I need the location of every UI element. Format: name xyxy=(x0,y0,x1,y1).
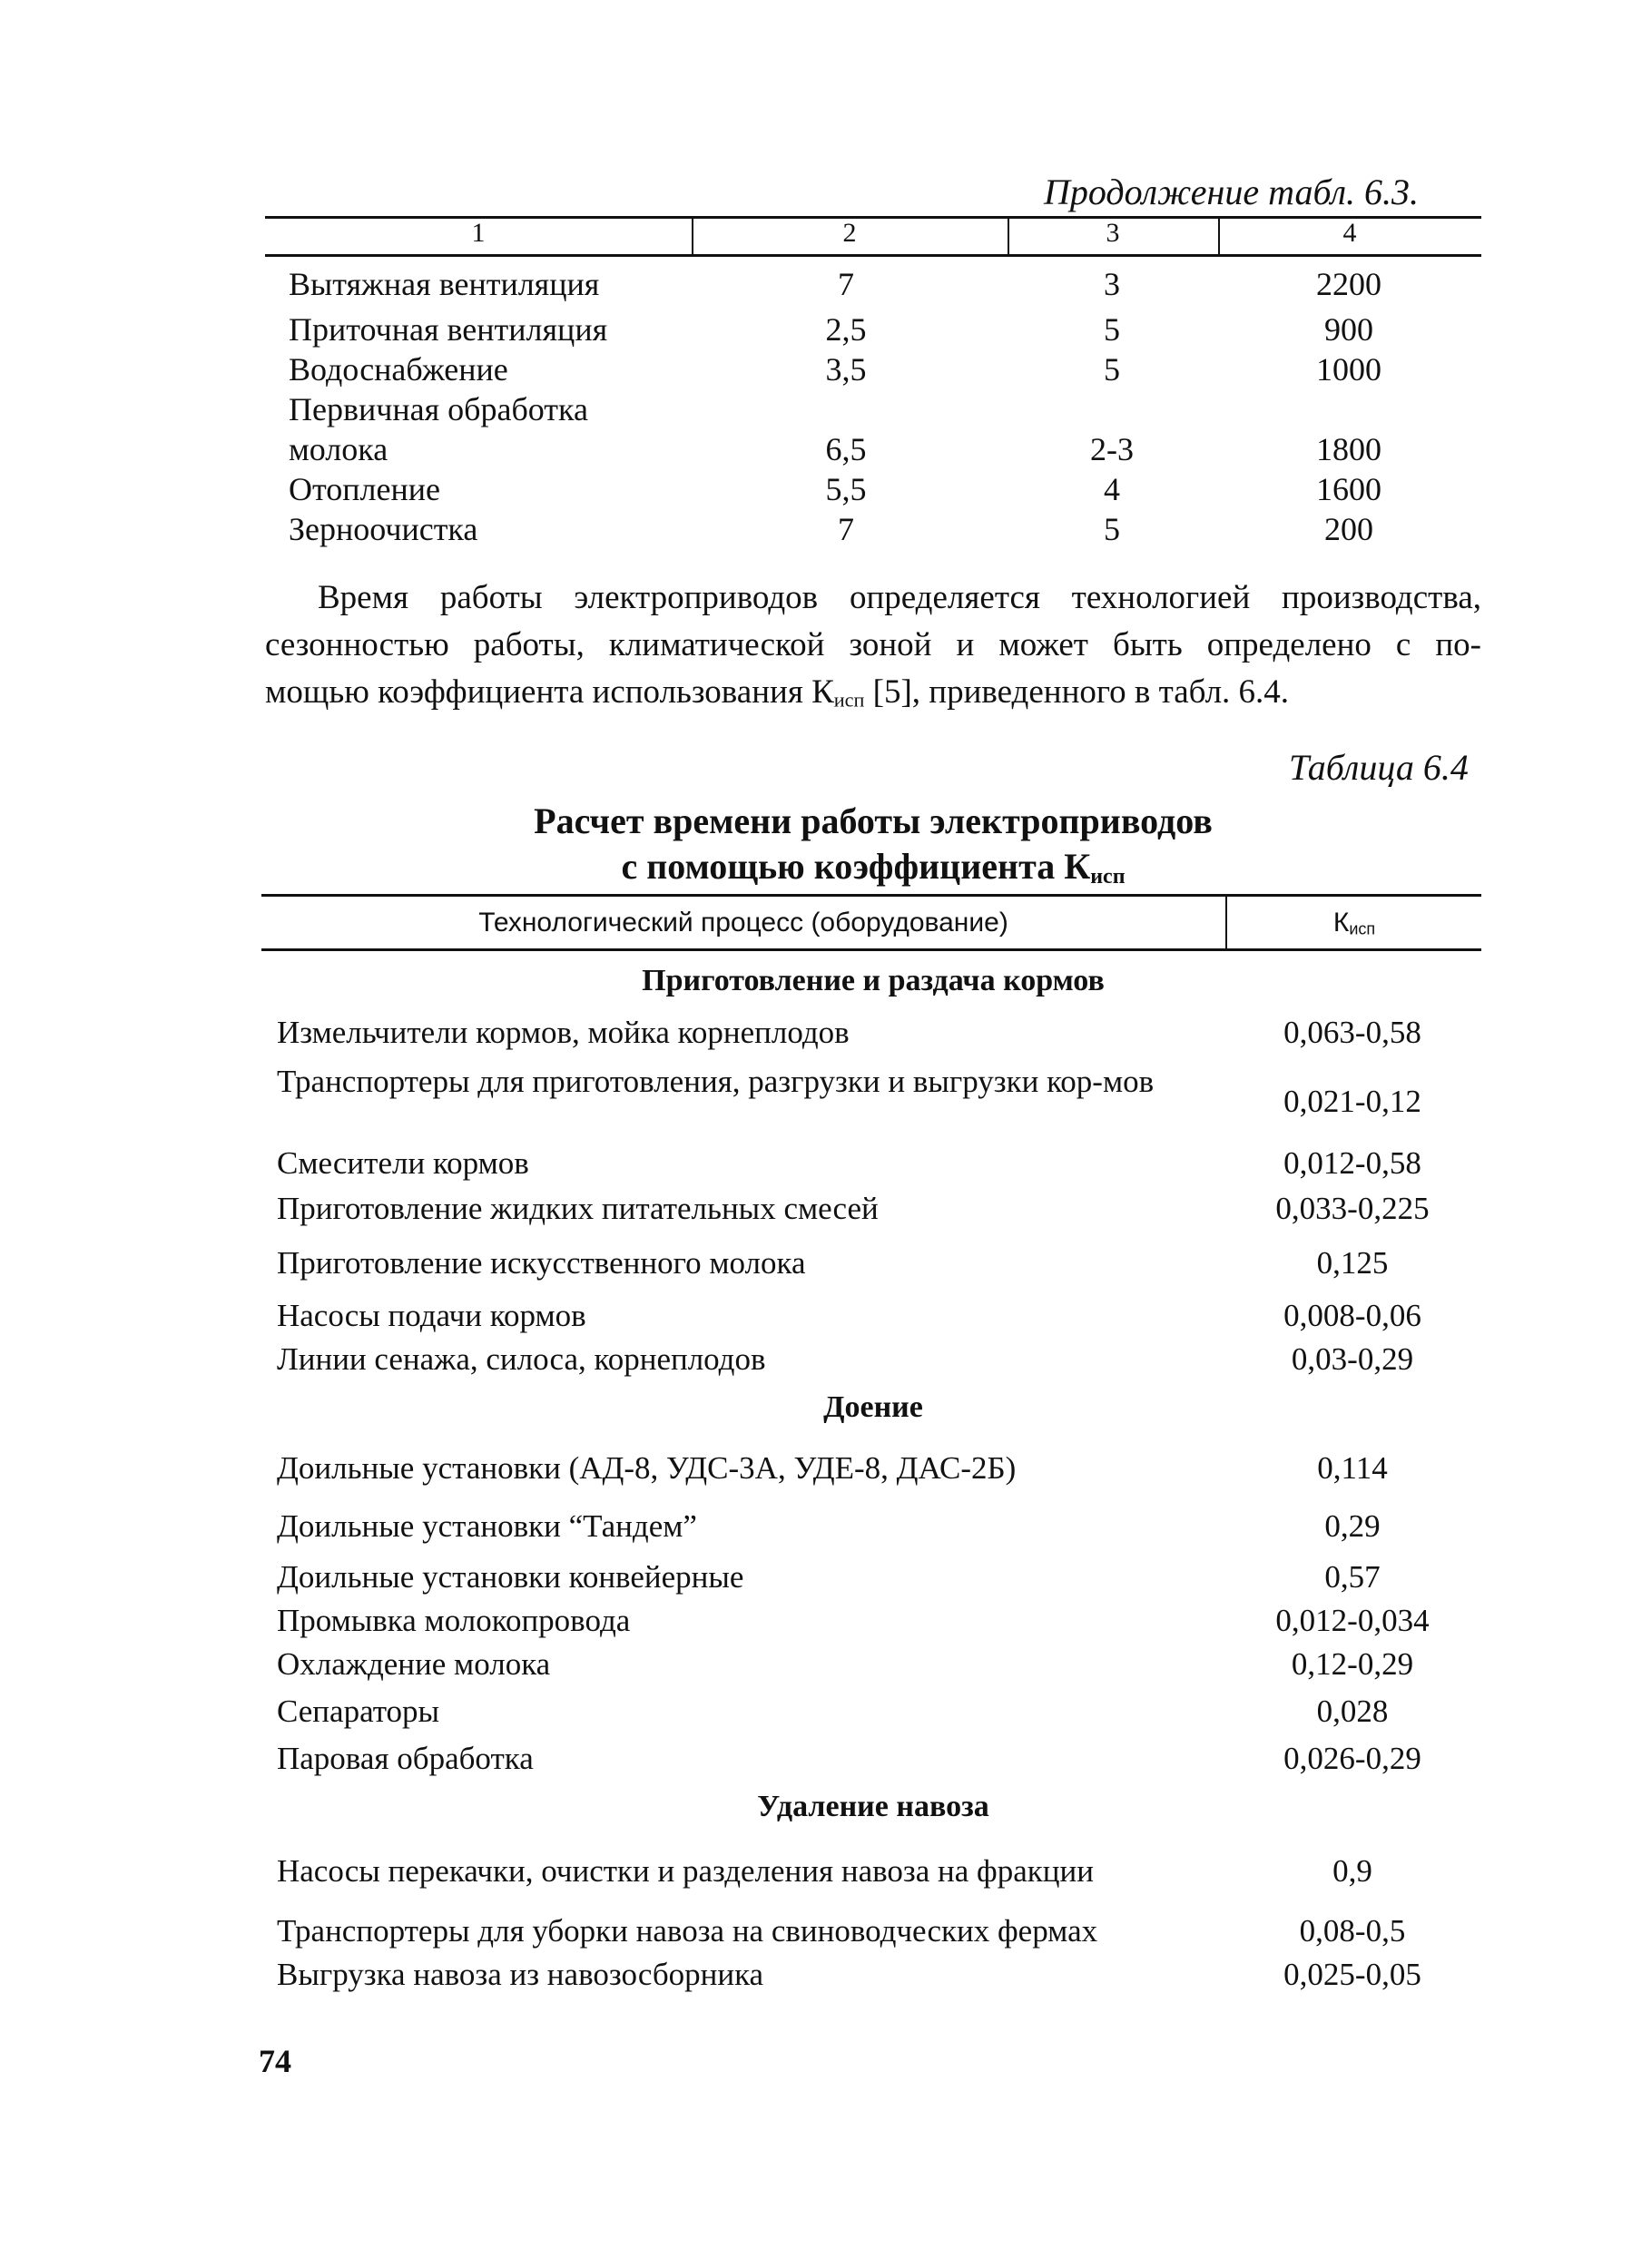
process-name: Приготовление жидких питательных смесей xyxy=(277,1191,879,1226)
k-value: 0,125 xyxy=(1316,1245,1389,1281)
table-6-3-caption: Продолжение табл. 6.3. xyxy=(1044,172,1420,212)
k-value: 0,9 xyxy=(1332,1853,1372,1889)
table-cell: Отопление xyxy=(289,471,440,507)
process-name: Приготовление искусственного молока xyxy=(277,1245,806,1281)
k-value: 0,021-0,12 xyxy=(1283,1084,1421,1119)
process-name: Выгрузка навоза из навозосборника xyxy=(277,1957,764,1992)
table-6-3-header-cell: 2 xyxy=(842,218,857,248)
table-6-3-header-cell: 3 xyxy=(1106,218,1120,248)
table-6-4-header-rule xyxy=(261,948,1481,951)
process-name: Доильные установки (АД-8, УДС-3А, УДЕ-8, ДАС-2Б) xyxy=(277,1450,1017,1486)
subscript: исп xyxy=(1090,864,1126,889)
table-6-4-header-process: Технологический процесс (оборудование) xyxy=(478,908,1008,938)
process-name: Измельчители кормов, мойка корнеплодов xyxy=(277,1015,850,1050)
table-6-3-header-cell: 1 xyxy=(471,218,486,248)
table-cell: 2,5 xyxy=(825,311,867,348)
table-cell: 2200 xyxy=(1316,266,1381,302)
table-cell: Вытяжная вентиляция xyxy=(289,266,600,302)
paragraph-line: Время работы электроприводов определяется технологией производства, xyxy=(318,579,1481,616)
k-value: 0,026-0,29 xyxy=(1283,1741,1421,1776)
process-name: Линии сенажа, силоса, корнеплодов xyxy=(277,1341,766,1377)
table-cell: 5 xyxy=(1104,311,1120,348)
table-cell: Первичная обработка xyxy=(289,391,588,427)
section-title: Приготовление и раздача кормов xyxy=(642,964,1105,997)
k-value: 0,063-0,58 xyxy=(1283,1015,1421,1050)
process-name: Сепараторы xyxy=(277,1694,440,1729)
table-row xyxy=(0,265,1632,305)
k-value: 0,012-0,58 xyxy=(1283,1145,1421,1181)
k-value: 0,025-0,05 xyxy=(1283,1957,1421,1992)
title-text: с помощью коэффициента К xyxy=(621,846,1091,887)
subscript: исп xyxy=(833,688,865,712)
table-cell: 1600 xyxy=(1316,471,1381,507)
process-name: Транспортеры для уборки навоза на свиноводческих фермах xyxy=(277,1913,1098,1949)
table-6-4-header-k xyxy=(1227,908,1481,939)
process-name: Доильные установки “Тандем” xyxy=(277,1508,697,1544)
paragraph-text: [5], приведенного в табл. 6.4. xyxy=(864,673,1290,711)
table-cell: 1800 xyxy=(1316,431,1381,467)
k-value: 0,29 xyxy=(1324,1508,1381,1544)
table-row xyxy=(0,510,1632,550)
table-6-4-title xyxy=(265,799,1481,899)
table-cell: 900 xyxy=(1324,311,1373,348)
k-value: 0,114 xyxy=(1317,1450,1388,1486)
table-cell: 6,5 xyxy=(825,431,867,467)
k-value: 0,012-0,034 xyxy=(1275,1603,1430,1638)
table-cell: Зерноочистка xyxy=(289,511,478,547)
page-number: 74 xyxy=(259,2043,291,2079)
k-value: 0,12-0,29 xyxy=(1291,1646,1414,1682)
table-cell: 5 xyxy=(1104,351,1120,388)
table-cell: Водоснабжение xyxy=(289,351,508,388)
k-value: 0,033-0,225 xyxy=(1275,1191,1430,1226)
process-name: Паровая обработка xyxy=(277,1741,534,1776)
table-6-3-header-rule xyxy=(265,254,1481,257)
table-6-4-label: Таблица 6.4 xyxy=(1289,747,1469,788)
k-value: 0,03-0,29 xyxy=(1291,1341,1414,1377)
table-cell: 200 xyxy=(1324,511,1373,547)
table-cell: Приточная вентиляция xyxy=(289,311,608,348)
process-name: Смесители кормов xyxy=(277,1145,529,1181)
section-title: Доение xyxy=(823,1390,923,1424)
table-cell: 1000 xyxy=(1316,351,1381,388)
section-title: Удаление навоза xyxy=(757,1790,989,1823)
title-line: Расчет времени работы электроприводов xyxy=(534,800,1213,841)
k-value: 0,008-0,06 xyxy=(1283,1298,1421,1333)
table-row xyxy=(0,430,1632,470)
table-cell: 4 xyxy=(1104,471,1120,507)
table-cell: 3,5 xyxy=(825,351,867,388)
k-value: 0,57 xyxy=(1324,1559,1381,1595)
table-6-3-header-cell: 4 xyxy=(1342,218,1357,248)
k-value: 0,028 xyxy=(1316,1694,1389,1729)
process-name: Промывка молокопровода xyxy=(277,1603,631,1638)
process-name: Насосы подачи кормов xyxy=(277,1298,586,1333)
process-name: Транспортеры для приготовления, разгрузки и выгрузки кор-мов xyxy=(277,1064,1155,1099)
paragraph-text: мощью коэффициента использования К xyxy=(265,673,834,711)
paragraph-line xyxy=(265,669,1481,723)
table-cell: 2-3 xyxy=(1090,431,1134,467)
table-cell: 5 xyxy=(1104,511,1120,547)
table-cell: 7 xyxy=(838,511,854,547)
table-row xyxy=(0,470,1632,510)
table-row xyxy=(0,350,1632,390)
table-cell: 5,5 xyxy=(825,471,867,507)
table-cell: 3 xyxy=(1104,266,1120,302)
table-6-4-top-rule xyxy=(261,894,1481,897)
table-cell: молока xyxy=(289,431,388,467)
table-row xyxy=(0,390,1632,430)
process-name: Охлаждение молока xyxy=(277,1646,551,1682)
process-name: Доильные установки конвейерные xyxy=(277,1559,744,1595)
table-row xyxy=(0,310,1632,350)
table-cell: 7 xyxy=(838,266,854,302)
process-name: Насосы перекачки, очистки и разделения навоза на фракции xyxy=(277,1853,1094,1889)
body-paragraph xyxy=(265,574,1481,723)
subscript: исп xyxy=(1349,919,1376,938)
header-k-text: К xyxy=(1332,908,1350,938)
paragraph-line: сезонностью работы, климатической зоной и может быть определено с по- xyxy=(265,626,1481,663)
title-line xyxy=(265,844,1481,899)
k-value: 0,08-0,5 xyxy=(1299,1913,1406,1949)
